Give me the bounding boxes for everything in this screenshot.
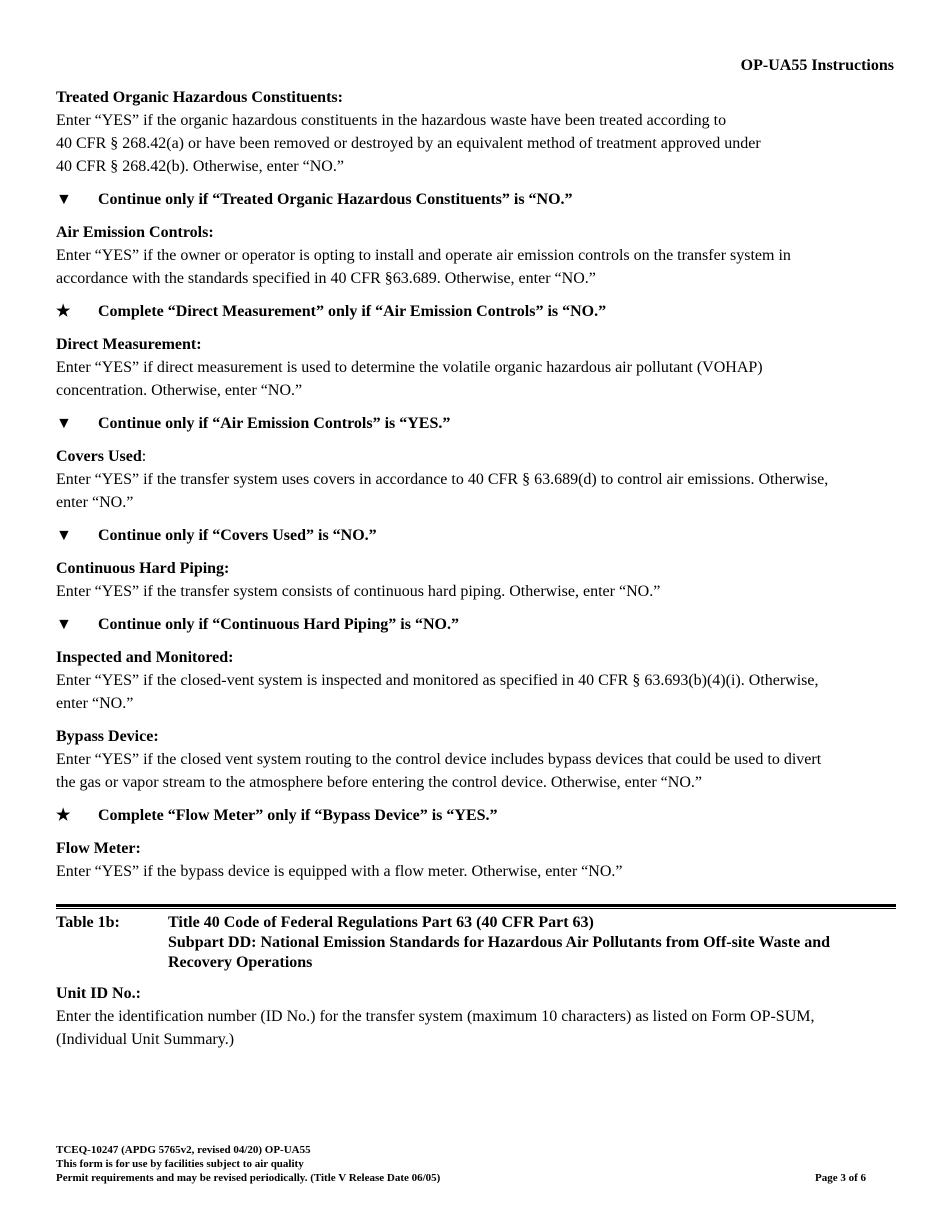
field-heading-text: Continuous Hard Piping:: [56, 560, 230, 577]
field-heading: [56, 221, 896, 244]
field-description: [56, 356, 896, 402]
description-line: Enter “YES” if the transfer system consists of continuous hard piping. Otherwise, enter “NO.”: [56, 583, 661, 600]
field-heading-text: Bypass Device:: [56, 728, 159, 745]
table-divider: [56, 904, 896, 909]
instructions-body: [56, 86, 896, 893]
field-description: [56, 244, 896, 290]
condition-text: Continue only if “Continuous Hard Piping” is “NO.”: [98, 616, 459, 633]
down-triangle-icon: ▼: [56, 616, 72, 633]
description-line: Enter “YES” if direct measurement is used to determine the volatile organic hazardous air pollutant (VOHAP): [56, 359, 763, 376]
field-description: [56, 468, 896, 514]
field-heading-text: Covers Used: [56, 448, 142, 465]
table-title-line: Recovery Operations: [168, 954, 313, 971]
field-description: [56, 669, 896, 715]
field-description: [56, 748, 896, 794]
condition-text: Continue only if “Treated Organic Hazardous Constituents” is “NO.”: [98, 191, 573, 208]
description-line: 40 CFR § 268.42(a) or have been removed or destroyed by an equivalent method of treatment approved under: [56, 135, 761, 152]
table-title-line: Title 40 Code of Federal Regulations Part 63 (40 CFR Part 63): [168, 914, 594, 931]
condition-note: [56, 412, 896, 435]
field-heading-suffix: :: [141, 448, 147, 465]
field-heading: [56, 646, 896, 669]
condition-note: [56, 804, 896, 827]
condition-text: Continue only if “Air Emission Controls” is “YES.”: [98, 415, 451, 432]
description-line: Enter “YES” if the closed vent system routing to the control device includes bypass devices that could be used to divert: [56, 751, 822, 768]
table-title-line: Subpart DD: National Emission Standards for Hazardous Air Pollutants from Off-site Waste and: [168, 934, 830, 951]
description-line: accordance with the standards specified in 40 CFR §63.689. Otherwise, enter “NO.”: [56, 270, 596, 287]
description-line: enter “NO.”: [56, 494, 134, 511]
field-heading: [56, 445, 896, 468]
unit-id-text-line: (Individual Unit Summary.): [56, 1031, 235, 1048]
description-line: concentration. Otherwise, enter “NO.”: [56, 382, 303, 399]
field-heading-text: Inspected and Monitored:: [56, 649, 234, 666]
description-line: Enter “YES” if the bypass device is equipped with a flow meter. Otherwise, enter “NO.”: [56, 863, 623, 880]
unit-id-heading: Unit ID No.:: [56, 985, 141, 1002]
field-heading-text: Direct Measurement:: [56, 336, 202, 353]
description-line: Enter “YES” if the organic hazardous constituents in the hazardous waste have been treated according to: [56, 112, 727, 129]
star-icon: ★: [56, 807, 71, 824]
field-heading-text: Flow Meter:: [56, 840, 141, 857]
unit-id-text-line: Enter the identification number (ID No.) for the transfer system (maximum 10 characters) as listed on Form OP-SUM,: [56, 1008, 815, 1025]
field-heading: [56, 837, 896, 860]
description-line: Enter “YES” if the owner or operator is opting to install and operate air emission controls on the transfer system in: [56, 247, 791, 264]
field-heading-text: Treated Organic Hazardous Constituents:: [56, 89, 343, 106]
page-footer: [56, 1143, 866, 1185]
condition-text: Continue only if “Covers Used” is “NO.”: [98, 527, 377, 544]
condition-text: Complete “Direct Measurement” only if “Air Emission Controls” is “NO.”: [98, 303, 607, 320]
page-number: Page 3 of 6: [814, 1172, 866, 1184]
field-description: [56, 109, 896, 178]
field-heading: [56, 86, 896, 109]
table-title: [168, 913, 830, 973]
description-line: Enter “YES” if the transfer system uses covers in accordance to 40 CFR § 63.689(d) to control air emissions. Otherwise,: [56, 471, 829, 488]
table-title-block: [56, 904, 896, 973]
condition-note: [56, 300, 896, 323]
field-heading: [56, 557, 896, 580]
down-triangle-icon: ▼: [56, 527, 72, 544]
field-heading-text: Air Emission Controls:: [56, 224, 214, 241]
table-label: Table 1b:: [56, 914, 120, 931]
description-line: 40 CFR § 268.42(b). Otherwise, enter “NO.”: [56, 158, 344, 175]
down-triangle-icon: ▼: [56, 415, 72, 432]
field-heading: [56, 725, 896, 748]
field-description: [56, 860, 896, 883]
star-icon: ★: [56, 303, 71, 320]
condition-text: Complete “Flow Meter” only if “Bypass Device” is “YES.”: [98, 807, 498, 824]
footer-line: TCEQ-10247 (APDG 5765v2, revised 04/20) OP-UA55: [56, 1144, 311, 1156]
condition-note: [56, 188, 896, 211]
description-line: enter “NO.”: [56, 695, 134, 712]
description-line: the gas or vapor stream to the atmosphere before entering the control device. Otherwise, enter “NO.”: [56, 774, 702, 791]
description-line: Enter “YES” if the closed-vent system is inspected and monitored as specified in 40 CFR § 63.693(b)(4)(i). Otherwise,: [56, 672, 819, 689]
footer-line: This form is for use by facilities subject to air quality: [56, 1158, 304, 1170]
unit-id-section: [56, 982, 896, 1051]
field-description: [56, 580, 896, 603]
footer-line: Permit requirements and may be revised periodically. (Title V Release Date 06/05): [56, 1172, 441, 1184]
field-heading: [56, 333, 896, 356]
page-header-title: OP-UA55 Instructions: [740, 57, 894, 74]
down-triangle-icon: ▼: [56, 191, 72, 208]
condition-note: [56, 613, 896, 636]
condition-note: [56, 524, 896, 547]
